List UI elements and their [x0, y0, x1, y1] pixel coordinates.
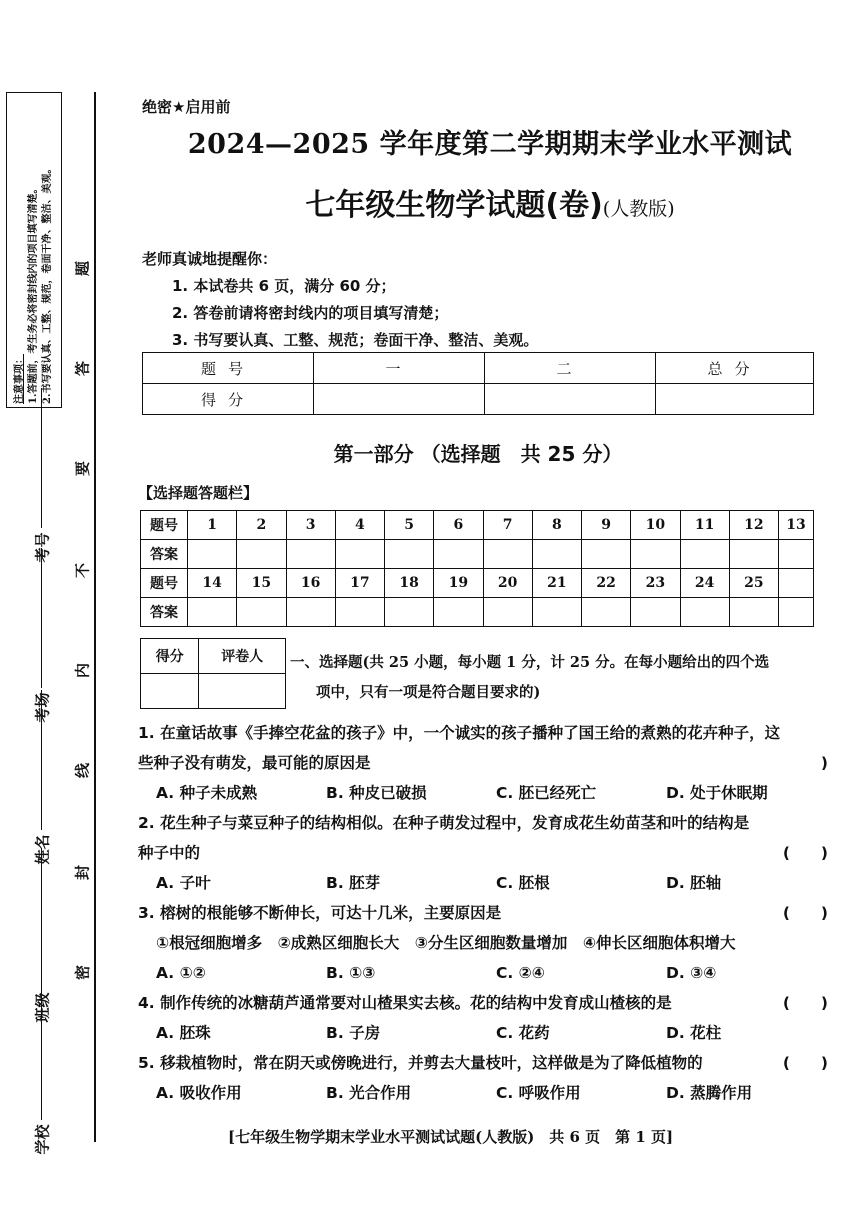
- subtitle-text: 七年级生物学试题(卷): [305, 188, 603, 223]
- seal-char: 封: [73, 865, 92, 881]
- confidential-mark: 绝密★启用前: [142, 98, 231, 116]
- question-stem: 3. 榕树的根能够不断伸长，可达十几米，主要原因是: [138, 904, 502, 922]
- field-rule: [41, 388, 42, 528]
- field-exam-number[interactable]: [20, 388, 64, 563]
- answer-cell[interactable]: [532, 540, 581, 569]
- question-number: 20: [483, 569, 532, 598]
- question-number: [779, 569, 814, 598]
- score-table: [142, 352, 814, 415]
- field-name[interactable]: [20, 690, 64, 865]
- question-stem: 些种子没有萌发，最可能的原因是: [138, 754, 371, 772]
- seal-char: 线: [73, 763, 92, 779]
- answer-cell[interactable]: [434, 598, 483, 627]
- question-number: 14: [188, 569, 237, 598]
- question-number: 25: [729, 569, 778, 598]
- question-number: 23: [631, 569, 680, 598]
- answer-cell[interactable]: [385, 598, 434, 627]
- question-stem-line: [138, 988, 828, 1018]
- option-c: C. 呼吸作用: [496, 1084, 581, 1102]
- answer-cell[interactable]: [729, 598, 778, 627]
- field-rule: [41, 690, 42, 830]
- answer-cell[interactable]: [335, 540, 384, 569]
- question-number: 15: [237, 569, 286, 598]
- notice-box: [6, 92, 62, 408]
- question-options: [138, 1078, 828, 1108]
- answer-cell[interactable]: [680, 598, 729, 627]
- question-number: 24: [680, 569, 729, 598]
- field-rule: [41, 548, 42, 688]
- answer-bracket[interactable]: ): [820, 754, 828, 772]
- answer-cell[interactable]: [582, 540, 631, 569]
- question-stem: 1. 在童话故事《手捧空花盆的孩子》中，一个诚实的孩子播种了国王给的煮熟的花卉种子，这: [138, 724, 781, 742]
- option-c: C. 花药: [496, 1024, 550, 1042]
- question-number: 3: [286, 511, 335, 540]
- question-number: 10: [631, 511, 680, 540]
- answer-cell[interactable]: [729, 540, 778, 569]
- score-col-part2: 二: [485, 353, 656, 384]
- seal-char: 内: [73, 663, 92, 679]
- answer-cell[interactable]: [188, 598, 237, 627]
- reminder-item: 3. 书写要认真、工整、规范；卷面干净、整洁、美观。: [172, 331, 539, 349]
- question-stem: 4. 制作传统的冰糖葫芦通常要对山楂果实去核。花的结构中发育成山楂核的是: [138, 994, 672, 1012]
- question-number: 4: [335, 511, 384, 540]
- answer-grid-label: 题号: [141, 511, 188, 540]
- answer-bracket[interactable]: ( ): [782, 1054, 828, 1072]
- option-b: B. 光合作用: [326, 1084, 412, 1102]
- question-number: 18: [385, 569, 434, 598]
- seal-line: [94, 92, 96, 1142]
- question-stem-line: [138, 838, 828, 868]
- grader-name-label: 评卷人: [199, 639, 286, 674]
- question-options: [138, 868, 828, 898]
- score-col-part1: 一: [314, 353, 485, 384]
- score-cell[interactable]: [485, 384, 656, 415]
- answer-cell[interactable]: [779, 540, 814, 569]
- reminder-item: 2. 答卷前请将密封线内的项目填写清楚；: [172, 304, 449, 322]
- answer-bracket[interactable]: ( ): [782, 904, 828, 922]
- seal-char: 答: [73, 361, 92, 377]
- score-cell[interactable]: [656, 384, 814, 415]
- option-b: B. 子房: [326, 1024, 381, 1042]
- option-a: A. 胚珠: [156, 1024, 211, 1042]
- question-number: 21: [532, 569, 581, 598]
- question-2: [138, 808, 828, 898]
- score-col-total: 总分: [656, 353, 814, 384]
- grader-score-label: 得分: [141, 639, 199, 674]
- question-number: 22: [582, 569, 631, 598]
- option-d: D. 胚轴: [666, 874, 722, 892]
- grader-box: [140, 638, 286, 709]
- seal-char: 题: [73, 261, 92, 277]
- option-c: C. ②④: [496, 964, 545, 982]
- answer-grid: [140, 510, 814, 627]
- question-statements: ①根冠细胞增多 ②成熟区细胞长大 ③分生区细胞数量增加 ④伸长区细胞体积增大: [156, 934, 736, 952]
- question-3: [138, 898, 828, 988]
- section1-intro: [290, 648, 820, 708]
- grader-score-cell[interactable]: [141, 674, 199, 709]
- answer-cell[interactable]: [483, 540, 532, 569]
- question-5: [138, 1048, 828, 1108]
- question-options: [138, 958, 828, 988]
- question-number: 19: [434, 569, 483, 598]
- answer-cell[interactable]: [286, 540, 335, 569]
- question-number: 1: [188, 511, 237, 540]
- seal-char: 不: [73, 563, 92, 579]
- question-number: 9: [582, 511, 631, 540]
- notice-title: 注意事项：: [14, 354, 25, 404]
- score-row-label: 得分: [143, 384, 314, 415]
- question-number: 7: [483, 511, 532, 540]
- question-number: 6: [434, 511, 483, 540]
- field-label: 姓名: [33, 834, 52, 865]
- option-d: D. 花柱: [666, 1024, 722, 1042]
- question-options: [138, 1018, 828, 1048]
- seal-char: 密: [73, 965, 92, 981]
- field-label: 考场: [33, 692, 52, 723]
- question-stem-line: [138, 898, 828, 928]
- edition-label: (人教版): [602, 198, 675, 220]
- answer-cell[interactable]: [237, 540, 286, 569]
- reminder-item: 1. 本试卷共 6 页，满分 60 分；: [172, 277, 396, 295]
- question-number: 2: [237, 511, 286, 540]
- option-b: B. 种皮已破损: [326, 784, 427, 802]
- answer-cell[interactable]: [335, 598, 384, 627]
- section1-intro-line: 项中，只有一项是符合题目要求的): [316, 684, 541, 701]
- option-d: D. 蒸腾作用: [666, 1084, 753, 1102]
- answer-bar-label: 【选择题答题栏】: [138, 484, 259, 502]
- option-a: A. ①②: [156, 964, 206, 982]
- question-list: [138, 718, 828, 1108]
- option-b: B. 胚芽: [326, 874, 381, 892]
- answer-grid-label: 答案: [141, 540, 188, 569]
- option-b: B. ①③: [326, 964, 376, 982]
- answer-grid-label: 答案: [141, 598, 188, 627]
- answer-cell[interactable]: [483, 598, 532, 627]
- score-cell[interactable]: [314, 384, 485, 415]
- option-c: C. 胚已经死亡: [496, 784, 597, 802]
- page-footer: [七年级生物学期末学业水平测试试题(人教版) 共 6 页 第 1 页]: [228, 1128, 674, 1146]
- field-label: 学校: [33, 1124, 52, 1155]
- answer-cell[interactable]: [434, 540, 483, 569]
- option-d: D. 处于休眠期: [666, 784, 768, 802]
- part1-heading: 第一部分 （选择题 共 25 分）: [333, 442, 623, 466]
- answer-cell[interactable]: [286, 598, 335, 627]
- field-rule: [41, 980, 42, 1120]
- exam-title: 2024—2025 学年度第二学期期末学业水平测试: [187, 129, 793, 160]
- question-number: 13: [779, 511, 814, 540]
- option-d: D. ③④: [666, 964, 717, 982]
- question-stem: 种子中的: [138, 844, 201, 862]
- answer-cell[interactable]: [582, 598, 631, 627]
- question-number: 8: [532, 511, 581, 540]
- seal-char: 要: [73, 461, 92, 477]
- question-stem-line: [138, 1048, 828, 1078]
- option-c: C. 胚根: [496, 874, 550, 892]
- question-number: 12: [729, 511, 778, 540]
- option-a: A. 种子未成熟: [156, 784, 258, 802]
- answer-cell[interactable]: [237, 598, 286, 627]
- field-label: 考号: [33, 532, 52, 563]
- score-col-label: 题号: [143, 353, 314, 384]
- option-a: A. 吸收作用: [156, 1084, 242, 1102]
- answer-cell[interactable]: [532, 598, 581, 627]
- reminder: [142, 246, 538, 354]
- exam-subtitle: [150, 180, 830, 224]
- answer-bracket[interactable]: ( ): [782, 994, 828, 1012]
- notice-line-1: 1.答题前，考生务必将密封线内的项目填写清楚。: [28, 183, 39, 404]
- field-school[interactable]: [20, 980, 64, 1155]
- notice-line-2: 2.书写要认真、工整、规范，卷面干净、整洁、美观。: [42, 163, 53, 404]
- section1-intro-line: 一、选择题(共 25 小题，每小题 1 分，计 25 分。在每小题给出的四个选: [290, 654, 770, 671]
- question-number: 11: [680, 511, 729, 540]
- option-a: A. 子叶: [156, 874, 211, 892]
- question-stem-line: [138, 748, 828, 778]
- question-options: [138, 778, 828, 808]
- reminder-heading: 老师真诚地提醒你：: [142, 250, 278, 268]
- question-number: 5: [385, 511, 434, 540]
- question-1: [138, 718, 828, 808]
- question-stem: 5. 移栽植物时，常在阴天或傍晚进行，并剪去大量枝叶，这样做是为了降低植物的: [138, 1054, 703, 1072]
- answer-bracket[interactable]: ( ): [782, 844, 828, 862]
- field-rule: [41, 848, 42, 988]
- question-number: 16: [286, 569, 335, 598]
- answer-grid-label: 题号: [141, 569, 188, 598]
- answer-cell[interactable]: [385, 540, 434, 569]
- field-label: 班级: [33, 992, 52, 1023]
- answer-cell[interactable]: [680, 540, 729, 569]
- answer-cell[interactable]: [188, 540, 237, 569]
- question-stem: 2. 花生种子与菜豆种子的结构相似。在种子萌发过程中，发育成花生幼苗茎和叶的结构是: [138, 814, 750, 832]
- question-number: 17: [335, 569, 384, 598]
- question-4: [138, 988, 828, 1048]
- answer-cell[interactable]: [779, 598, 814, 627]
- answer-cell[interactable]: [631, 540, 680, 569]
- answer-cell[interactable]: [631, 598, 680, 627]
- grader-name-cell[interactable]: [199, 674, 286, 709]
